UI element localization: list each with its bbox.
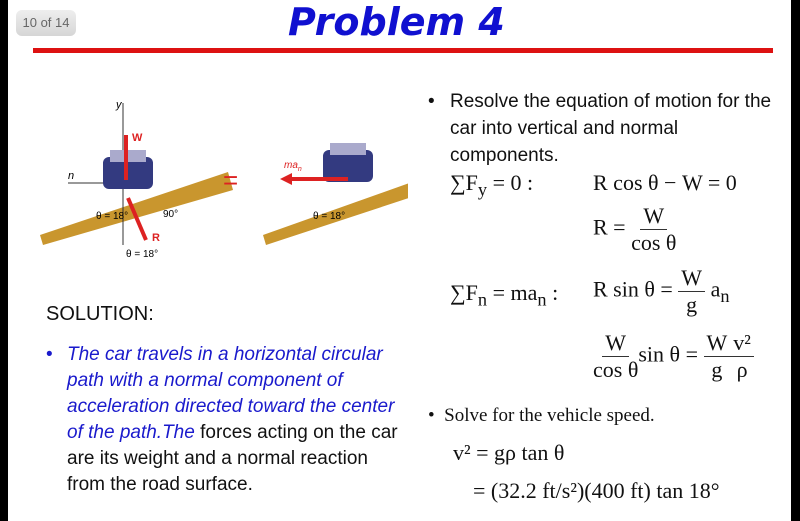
eq-combined: $\frac{W}{\text{cos θ}}$ sin θ = $\frac{W}{g}$ $\frac{\text{v²}}{\rho}$	[593, 330, 754, 383]
eq-vertical: R cos θ − W = 0	[593, 170, 737, 195]
slide	[8, 0, 791, 521]
solution-heading: SOLUTION:	[46, 303, 154, 325]
bullet-solve: • Solve for the vehicle speed.	[428, 405, 655, 426]
eq-speed-2: = (32.2 ft/s²)(400 ft) tan 18°	[473, 478, 720, 503]
eq-speed-1: v² = gρ tan θ	[453, 440, 565, 465]
page-counter: 10 of 14	[16, 10, 76, 36]
reaction-label: R	[152, 232, 160, 244]
theta-label-3: θ = 18°	[313, 211, 346, 222]
eq-normal: R sin θ = $\frac{W}{g}$ $a_n$	[593, 265, 730, 317]
angle-90-label: 90°	[163, 209, 179, 220]
eq-sum-fy: $\sum F_y = 0$ :	[450, 170, 534, 200]
title-divider	[33, 48, 773, 53]
y-axis-label: y	[116, 99, 122, 111]
free-body-diagram	[28, 95, 408, 270]
theta-label-2: θ = 18°	[126, 249, 159, 260]
solution-bullet: • The car travels in a horizontal circular path with a normal component of acceleration directed toward the center of the path.The forces acting on the car are its weight and a normal reaction from the road surface.	[46, 344, 398, 495]
eq-sum-fn: $\sum F_n = ma_n$ :	[450, 280, 559, 310]
eq-r: R = $\frac{W}{\text{cos θ}}$	[593, 203, 677, 255]
bullet-resolve: • Resolve the equation of motion for the car into vertical and normal components.	[428, 91, 772, 166]
weight-label: W	[132, 132, 143, 144]
theta-label-1: θ = 18°	[96, 211, 129, 222]
n-axis-label: n	[68, 170, 75, 182]
page-title: Problem 4	[288, 0, 505, 44]
inertia-label: $ma_n$	[284, 160, 302, 173]
equals-sign: =	[223, 165, 239, 195]
